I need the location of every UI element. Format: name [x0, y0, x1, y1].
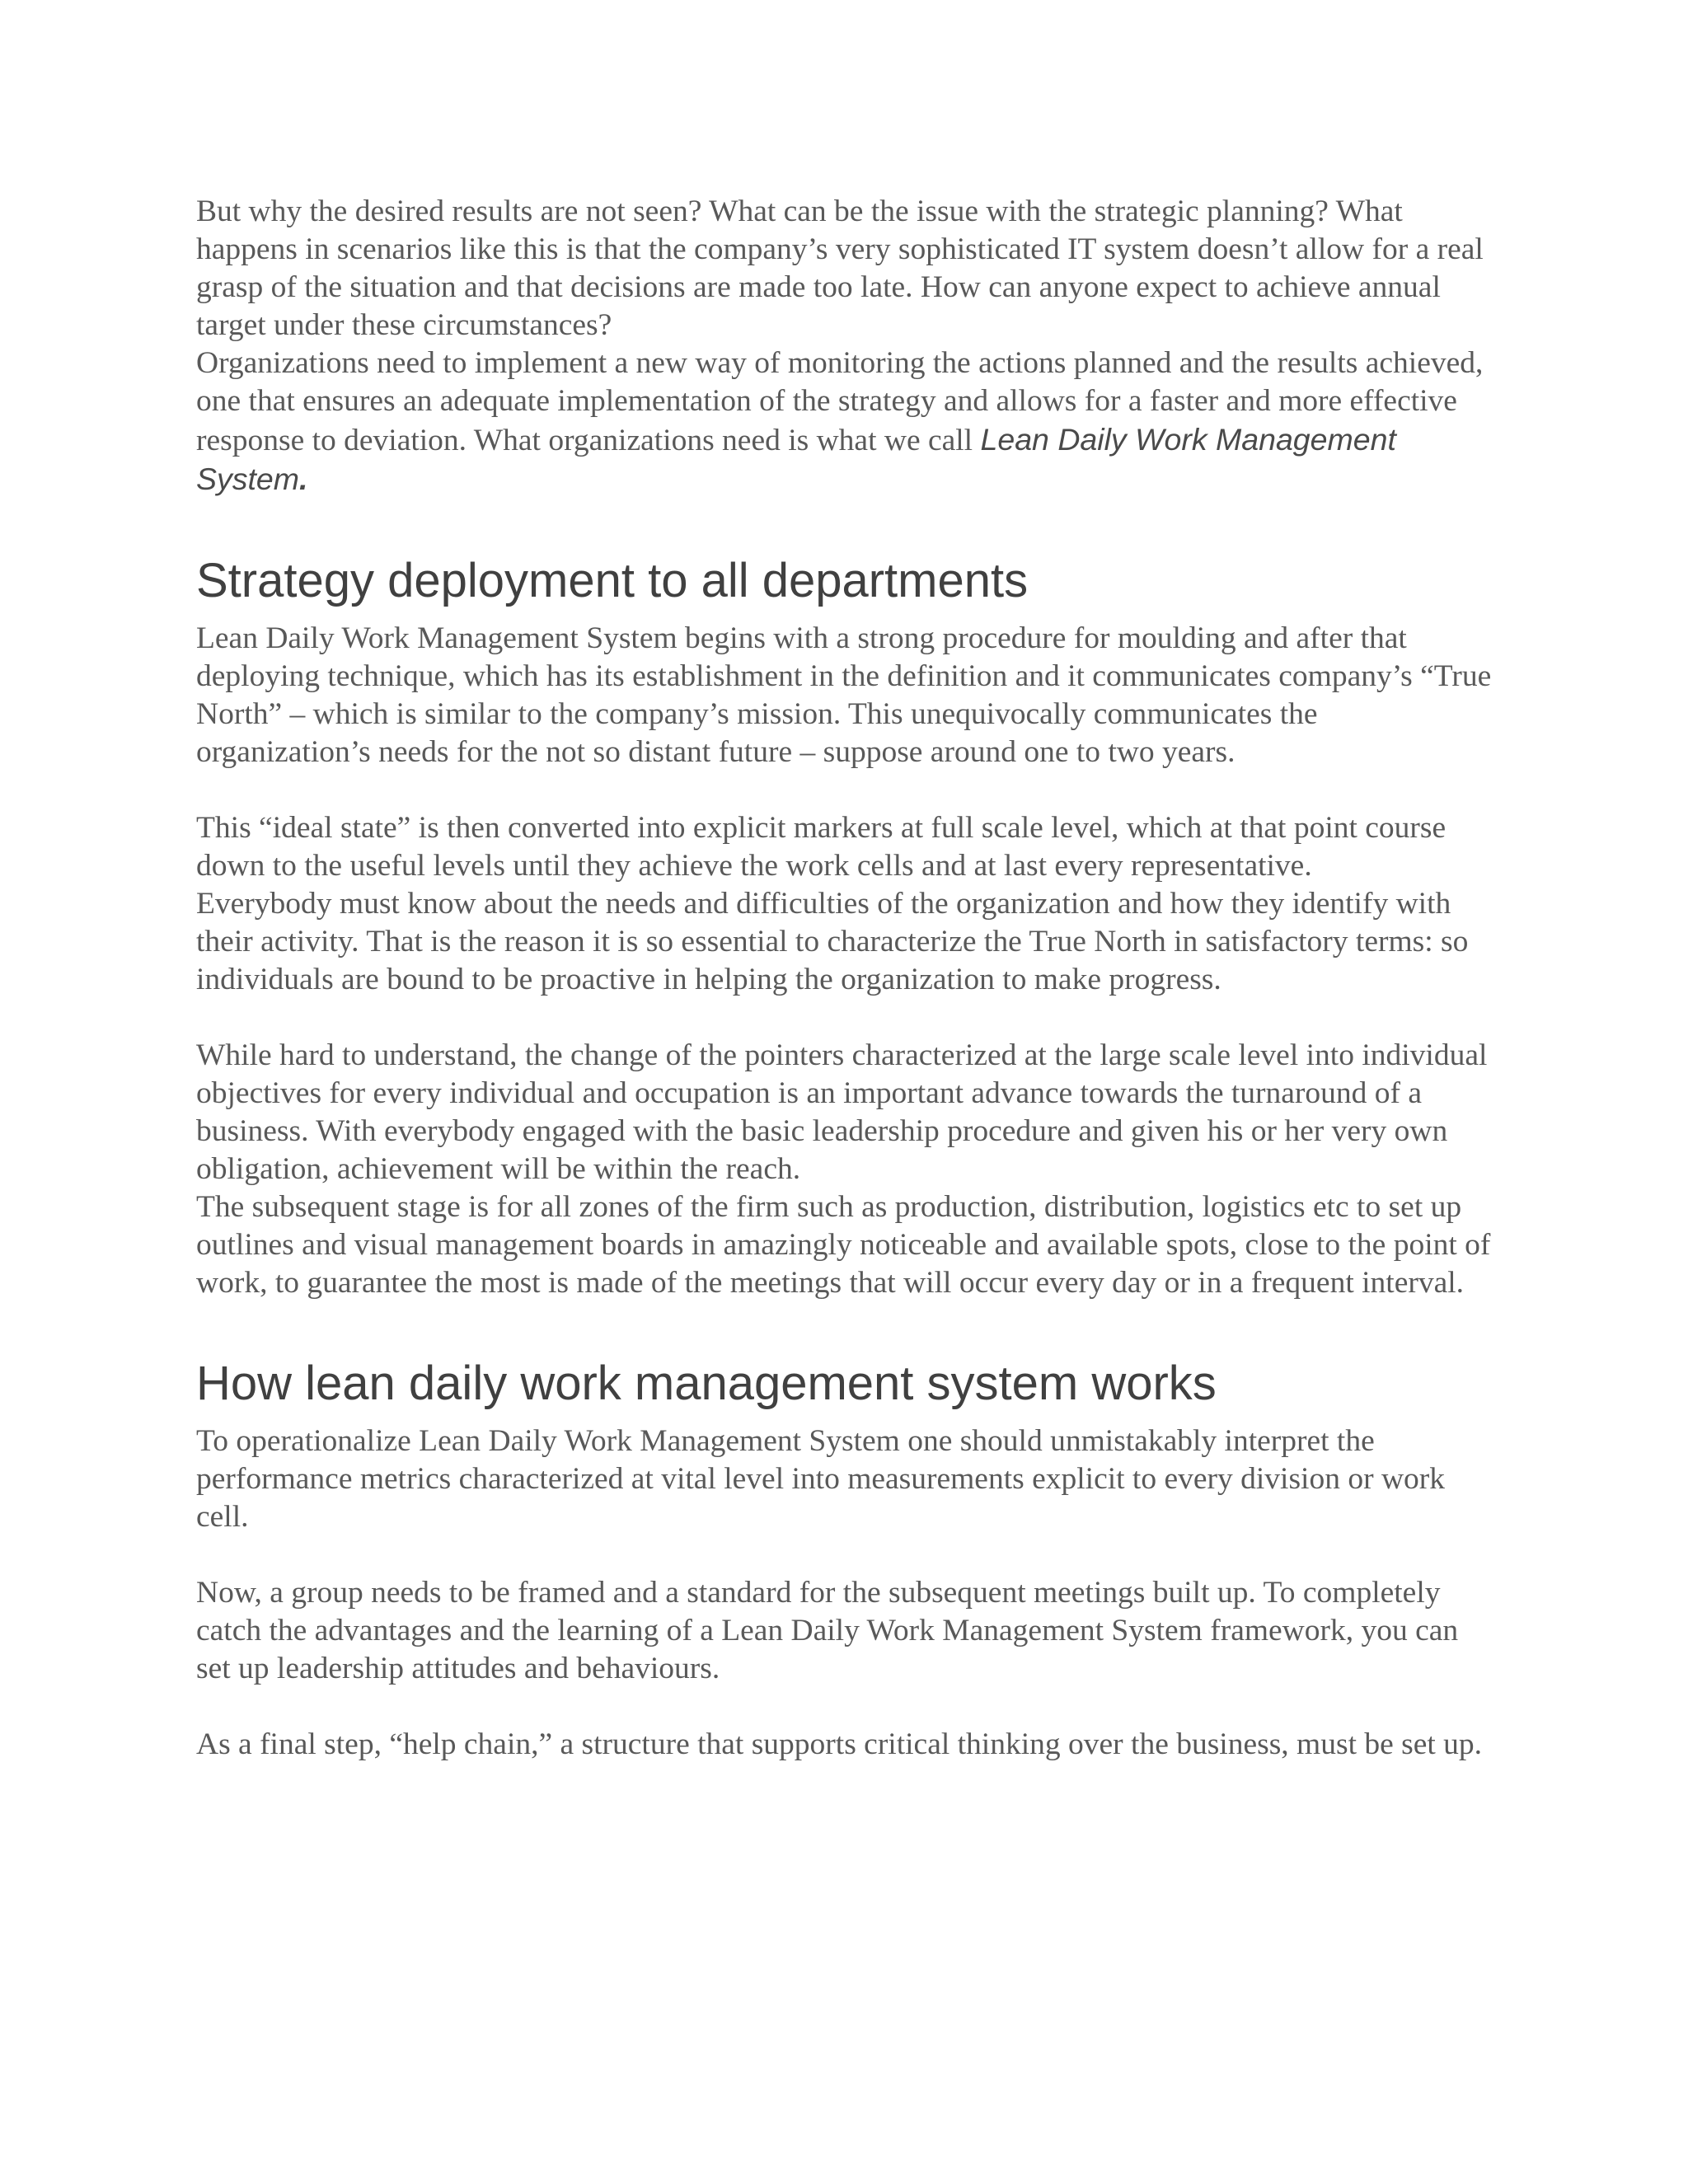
section1-paragraph-2: This “ideal state” is then converted into explicit markers at full scale level, which at that point course down to the useful levels until they achieve the work cells and at last every representative. [196, 811, 1447, 883]
section2-paragraph-3: As a final step, “help chain,” a structure that supports critical thinking over the business, must be set up. [196, 1727, 1483, 1761]
lean-system-emphasis: Lean Daily Work Management System [196, 422, 1396, 496]
section1-paragraph-1: Lean Daily Work Management System begins with a strong procedure for moulding and after that deploying technique, which has its establishment in the definition and it communicates company’s “True North” – which is similar to the company’s mission. This unequivocally communicates the organization’s needs for the not so distant future – suppose around one to two years. [196, 621, 1492, 769]
section1-paragraph-4: While hard to understand, the change of the pointers characterized at the large scale level into individual objectives for every individual and occupation is an important advance towards the turnaround of a business. With everybody engaged with the basic leadership procedure and given his or her very own obligation, achievement will be within the reach. [196, 1038, 1488, 1186]
intro-paragraph-2-text: Organizations need to implement a new way of monitoring the actions planned and the results achieved, one that ensures an adequate implementation of the strategy and allows for a faster and more effective response to deviation. What organizations need is what we call [196, 346, 1484, 457]
section2-paragraph-2: Now, a group needs to be framed and a standard for the subsequent meetings built up. To completely catch the advantages and the learning of a Lean Daily Work Management System framework, you can set up leadership attitudes and behaviours. [196, 1576, 1459, 1685]
section2-paragraph-1: To operationalize Lean Daily Work Management System one should unmistakably interpret the performance metrics characterized at vital level into measurements explicit to every division or work cell. [196, 1424, 1446, 1534]
paragraph-spacer [196, 771, 1492, 809]
intro-paragraph-2 [196, 344, 1492, 499]
section-heading-strategy-deployment: Strategy deployment to all departments [196, 554, 1029, 607]
section-heading-how-it-works: How lean daily work management system works [196, 1357, 1217, 1410]
paragraph-spacer [196, 1536, 1492, 1574]
section1-paragraph-3: Everybody must know about the needs and difficulties of the organization and how they identify with their activity. That is the reason it is so essential to characterize the True North in satisfactory terms: so individuals are bound to be proactive in helping the organization to make progress. [196, 887, 1469, 996]
paragraph-spacer [196, 1688, 1492, 1726]
paragraph-spacer [196, 999, 1492, 1037]
intro-paragraph-2-end: . [299, 462, 308, 496]
section1-paragraph-5: The subsequent stage is for all zones of the firm such as production, distribution, logistics etc to set up outlines and visual management boards in amazingly noticeable and available spots, close to the point of work, to guarantee the most is made of the meetings that will occur every day or in a frequent interval. [196, 1190, 1491, 1300]
intro-paragraph-1: But why the desired results are not seen? What can be the issue with the strategic planning? What happens in scenarios like this is that the company’s very sophisticated IT system doesn’t allow for a real grasp of the situation and that decisions are made too late. How can anyone expect to achieve annual target under these circumstances? [196, 194, 1484, 342]
document-page [196, 193, 1492, 1764]
